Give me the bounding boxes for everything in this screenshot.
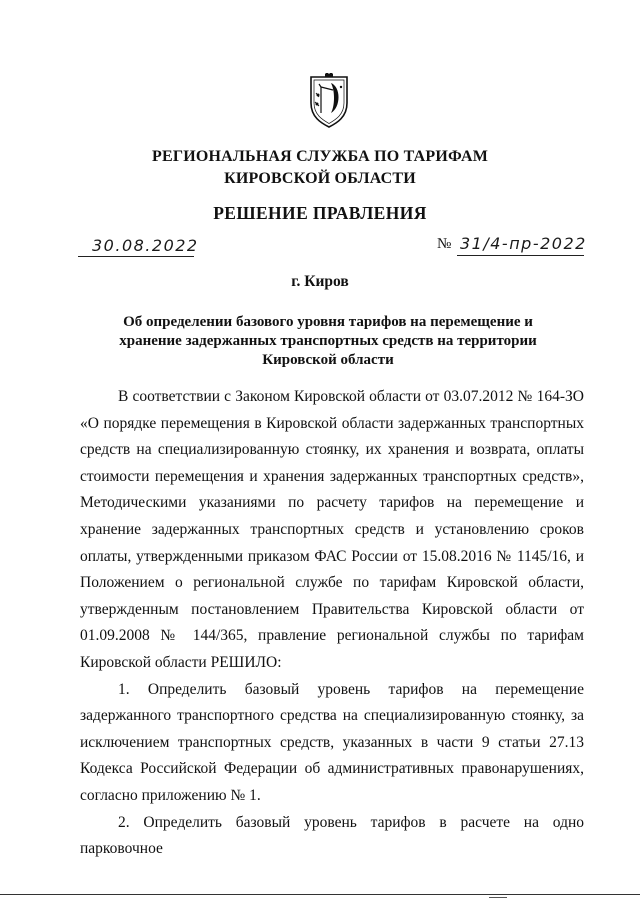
title-line1: Об определении базового уровня тарифов на перемещение и bbox=[123, 314, 533, 330]
document-body bbox=[80, 384, 584, 863]
city-name: г. Киров bbox=[291, 273, 349, 290]
page-bottom-mark bbox=[489, 897, 507, 898]
title-line3: Кировской области bbox=[262, 352, 394, 368]
number-label: № bbox=[437, 236, 452, 252]
document-date: 30.08.2022 bbox=[92, 236, 199, 255]
kirov-oblast-coat-of-arms-icon bbox=[305, 73, 353, 129]
item-2-paragraph: 2. Определить базовый уровень тарифов в расчете на одно парковочное bbox=[80, 813, 584, 858]
preamble-paragraph: В соответствии с Законом Кировской области от 03.07.2012 № 164-ЗО «О порядке перемещения в Кировской области задержанных транспортных средств на специализированную стоянку, их хранения и возврата, оплаты стоимости перемещения и хранения задержанных транспортных средств», Методическими указаниями по расчету тарифов на перемещение и хранение задержанных транспортных средств и установлению сроков оплаты, утвержденными приказом ФАС России от 15.08.2016 № 1145/16, и Положением о региональной службе по тарифам Кировской области, утвержденным постановлением Правительства Кировской области от 01.09.2008 № 144/365, правление региональной службы по тарифам Кировской области РЕШИЛО: bbox=[80, 388, 584, 671]
document-title bbox=[118, 313, 538, 370]
org-name-line2: КИРОВСКОЙ ОБЛАСТИ bbox=[224, 170, 416, 187]
document-number: 31/4-пр-2022 bbox=[460, 234, 587, 253]
title-line2: хранение задержанных транспортных средств на территории bbox=[119, 333, 537, 349]
page-bottom-rule bbox=[0, 894, 640, 895]
item-1-paragraph: 1. Определить базовый уровень тарифов на перемещение задержанного транспортного средства на специализированную стоянку, за исключением транспортных средств, указанных в части 9 статьи 27.13 Кодекса Российской Федерации об административных правонарушениях, согласно приложению № 1. bbox=[80, 680, 584, 804]
date-underline bbox=[78, 256, 194, 257]
org-name-line1: РЕГИОНАЛЬНАЯ СЛУЖБА ПО ТАРИФАМ bbox=[151, 148, 489, 165]
number-underline bbox=[457, 255, 584, 256]
document-type-heading: РЕШЕНИЕ ПРАВЛЕНИЯ bbox=[213, 203, 427, 223]
